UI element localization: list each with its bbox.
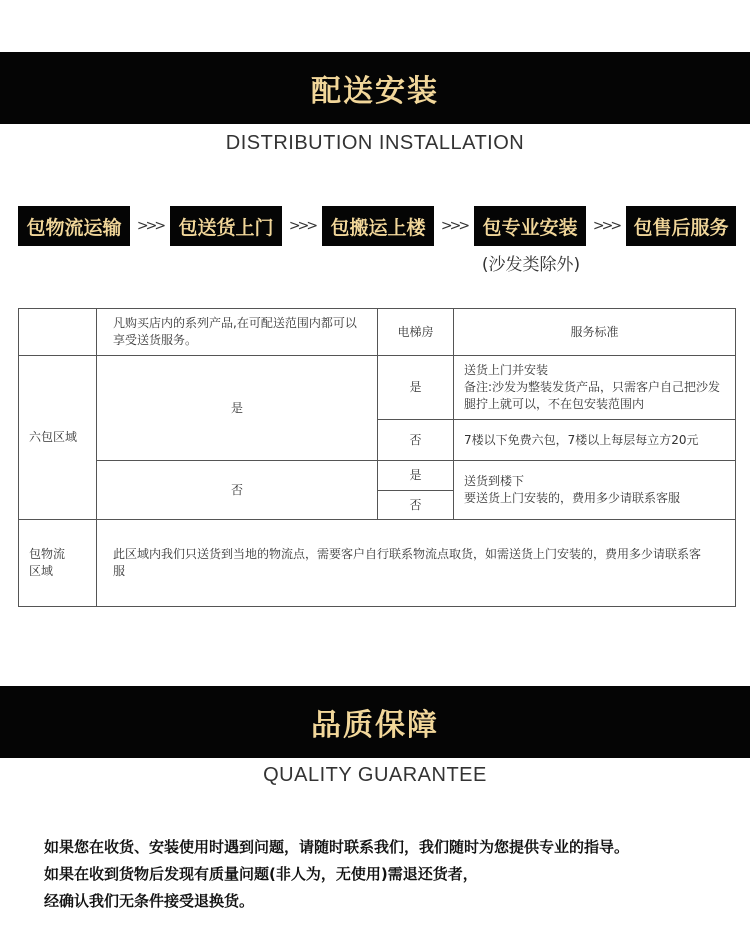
header-service-standard: 服务标准 — [454, 309, 736, 356]
table-row — [19, 520, 736, 607]
step-carry-upstairs: 包搬运上楼 — [322, 206, 434, 246]
step-installation: 包专业安装 — [474, 206, 586, 246]
distribution-banner — [0, 52, 750, 124]
chevrons-icon: >>> — [440, 218, 468, 234]
header-elevator: 电梯房 — [378, 309, 454, 356]
standard-deliver-downstairs: 送货到楼下 要送货上门安装的，费用多少请联系客服 — [454, 461, 736, 520]
chevrons-icon: >>> — [592, 218, 620, 234]
step-after-sales: 包售后服务 — [626, 206, 736, 246]
chevrons-icon: >>> — [136, 218, 164, 234]
elevator-yes: 是 — [378, 461, 454, 491]
quality-line: 如果您在收货、安装使用时遇到问题，请随时联系我们，我们随时为您提供专业的指导。 — [44, 838, 630, 856]
option-no: 否 — [97, 461, 378, 520]
table-row — [19, 356, 736, 420]
chevrons-icon: >>> — [288, 218, 316, 234]
header-description: 凡购买店内的系列产品,在可配送范围内都可以享受送货服务。 — [97, 309, 378, 356]
quality-line: 如果在收到货物后发现有质量问题(非人为，无使用)需退还货者， — [44, 865, 478, 883]
service-steps — [0, 206, 750, 246]
quality-subtitle: QUALITY GUARANTEE — [263, 764, 487, 786]
option-yes: 是 — [97, 356, 378, 461]
standard-deliver-install: 送货上门并安装 备注:沙发为整装发货产品，只需客户自己把沙发腿拧上就可以，不在包安装范围内 — [454, 356, 736, 420]
logistics-description: 此区域内我们只送货到当地的物流点，需要客户自行联系物流点取货，如需送货上门安装的，费用多少请联系客服 — [97, 520, 736, 607]
elevator-yes: 是 — [378, 356, 454, 420]
step-door-delivery: 包送货上门 — [170, 206, 282, 246]
quality-banner — [0, 686, 750, 758]
table-row — [19, 461, 736, 491]
quality-guarantee-text — [44, 834, 734, 915]
step-logistics: 包物流运输 — [18, 206, 130, 246]
quality-title: 品质保障 — [311, 708, 439, 743]
region-logistics: 包物流 区域 — [19, 520, 97, 607]
table-corner-cell — [19, 309, 97, 356]
distribution-title: 配送安装 — [311, 74, 439, 109]
distribution-subtitle: DISTRIBUTION INSTALLATION — [225, 132, 525, 154]
elevator-no: 否 — [378, 420, 454, 461]
standard-floor-fee: 7楼以下免费六包，7楼以上每层每立方20元 — [454, 420, 736, 461]
delivery-service-table — [18, 308, 736, 607]
region-six-services: 六包区域 — [19, 356, 97, 520]
table-header-row — [19, 309, 736, 356]
elevator-no: 否 — [378, 491, 454, 520]
installation-exception-note: (沙发类除外) — [481, 255, 581, 275]
quality-line: 经确认我们无条件接受退换货。 — [44, 892, 255, 910]
